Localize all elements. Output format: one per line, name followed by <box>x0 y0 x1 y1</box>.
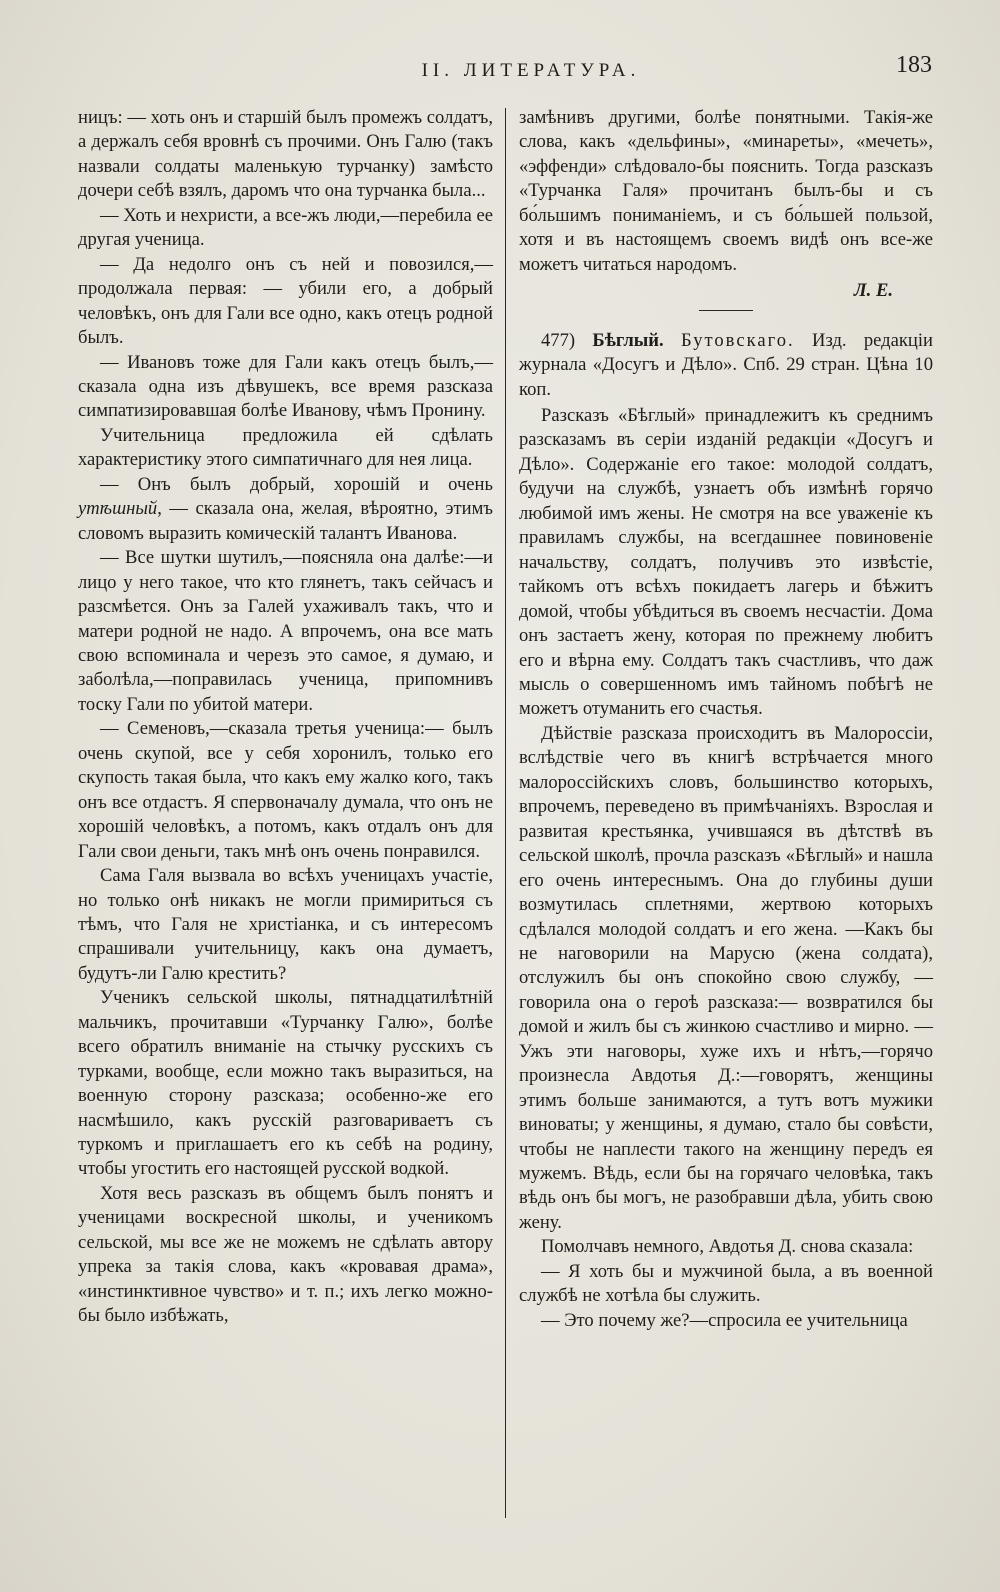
text-run: , — сказала она, желая, вѣроятно, этимъ словомъ выразить комическій талантъ Иванова. <box>78 498 493 544</box>
paragraph: замѣнивъ другими, болѣе понятными. Такія-же слова, какъ «дельфины», «минареты», «мечеть», «эффенди» слѣдовало-бы пояснить. Тогда разсказъ «Турчанка Галя» прочитанъ былъ-бы и съ бо́льшимъ пониманіемъ, и съ бо́льшей пользой, хотя и въ настоящемъ своемъ видѣ онъ все-же можетъ читаться народомъ. <box>519 107 933 275</box>
page-header <box>60 52 932 92</box>
paragraph: — Да недолго онъ съ ней и повозился,— продолжала первая: — убили его, а добрый человѣкъ, онъ для Гали все одно, какъ отецъ родной былъ. <box>78 253 493 349</box>
entry-number: 477) <box>541 329 576 351</box>
paragraph <box>78 473 493 546</box>
paragraph: Разсказъ «Бѣглый» принадлежитъ къ среднимъ разсказамъ въ серіи изданій редакціи «Досугъ и Дѣло». Содержаніе его такое: молодой солдатъ, будучи на службѣ, узнаетъ объ измѣнѣ горячо любимой имъ жены. Не смотря на все уваженіе къ правиламъ службы, на всегдашнее повиновеніе начальству, солдатъ, получивъ это извѣстіе, тайкомъ отъ всѣхъ покидаетъ лагерь и бѣжитъ домой, чтобы убѣдиться въ своемъ несчастіи. Дома онъ застаетъ жену, которая по прежнему любитъ его и вѣрна ему. Солдатъ такъ счастливъ, что даж мысль о совершенномъ имъ тайномъ побѣгѣ не можетъ отуманить его счастья. <box>519 404 933 720</box>
running-title: II. ЛИТЕРАТУРА. <box>421 60 641 81</box>
left-column <box>78 106 493 1329</box>
paragraph: — Семеновъ,—сказала третья ученица:— былъ очень скупой, все у себя хоронилъ, только его скупость такая была, что какъ ему жалко кого, такъ онъ все отдастъ. Я спервоначалу думала, что онъ не хорошій человѣкъ, а потомъ, какъ отдалъ онъ для Гали свои деньги, такъ мнѣ онъ очень понравился. <box>78 718 493 862</box>
paragraph: Ученикъ сельской школы, пятнадцатилѣтній мальчикъ, прочитавши «Турчанку Галю», болѣе всего обратилъ вниманіе на стычку русскихъ съ турками, вообще, если можно такъ выразиться, на военную сторону разсказа; особенно-же его насмѣшило, какъ русскій разговариваетъ съ туркомъ и приглашаетъ его къ себѣ на родину, чтобы угостить его настоящей русской водкой. <box>78 987 493 1180</box>
text-run: — Онъ былъ добрый, хорошій и очень <box>100 473 493 495</box>
section-rule <box>699 310 753 311</box>
paragraph: Учительница предложила ей сдѣлать характеристику этого симпатичнаго для нея лица. <box>78 424 493 471</box>
entry-author: Бутовскаго. <box>680 329 795 351</box>
paragraph: — Все шутки шутилъ,—поясняла она далѣе:—и лицо у него такое, что кто глянетъ, такъ сейчасъ и разсмѣется. Онъ за Галей ухаживалъ такъ, что и матери родной не надо. А впрочемъ, она все мать свою вспоминала и черезъ это самое, я думаю, и заболѣла,—поправилась ученица, припомнивъ тоску Гали по убитой матери. <box>78 547 493 715</box>
paragraph: Хотя весь разсказъ въ общемъ былъ понятъ и ученицами воскресной школы, и ученикомъ сельской, мы все же не можемъ не сдѣлать автору упрека за такія слова, какъ «кровавая драма», «инстинктивное чувство» и т. п.; ихъ легко можно-бы было избѣжать, <box>78 1182 493 1327</box>
paragraph: — Хоть и нехристи, а все-жъ люди,—перебила ее другая ученица. <box>78 204 493 251</box>
page-number: 183 <box>896 52 932 78</box>
paragraph: — Это почему же?—спросила ее учительница <box>541 1309 908 1331</box>
paragraph: Сама Галя вызвала во всѣхъ ученицахъ участіе, но только онѣ никакъ не могли примириться съ тѣмъ, что Галя не христіанка, и съ интересомъ спрашивали учительницу, какъ она думаетъ, будутъ-ли Галю крестить? <box>78 865 493 984</box>
review-signature: Л. Е. <box>853 280 893 302</box>
bibliographic-entry <box>519 329 933 402</box>
paragraph: — Я хоть бы и мужчиной была, а въ военной службѣ не хотѣла бы служить. <box>519 1260 933 1307</box>
paragraph: Дѣйствіе разсказа происходитъ въ Малороссіи, вслѣдствіе чего въ книгѣ встрѣчается много малороссійскихъ словъ, большинство которыхъ, впрочемъ, переведено въ примѣчаніяхъ. Взрослая и развитая крестьянка, учившаяся въ дѣтствѣ въ сельской школѣ, прочла разсказъ «Бѣглый» и нашла его очень интереснымъ. Она до глубины души возмутилась сплетнями, жертвою которыхъ сдѣлался молодой солдатъ и его жена. —Какъ бы не наговорили на Марусю (жена солдата), отслужилъ бы онъ спокойно свою службу, — говорила она о героѣ разсказа:— возвратился бы домой и жилъ бы съ жинкою счастливо и мирно. — Ужъ эти наговоры, хуже ихъ и нѣтъ,—горячо произнесла Авдотья Д.:—говорятъ, женщины этимъ больше занимаются, а тутъ вотъ мужики виноваты; у женщины, я думаю, стало бы совѣсти, чтобы не наплести такого на женщину передъ ея мужемъ. Вѣдь, если бы на горячаго человѣка, такъ вѣдь онъ бы могъ, не разобравши дѣла, убить свою жену. <box>519 722 933 1233</box>
paragraph: Помолчавъ немного, Авдотья Д. снова сказала: <box>541 1236 914 1258</box>
column-divider <box>505 108 506 1518</box>
italic-word: утѣшный <box>78 498 158 520</box>
entry-biblio: Изд. редакціи журнала «Досугъ и Дѣло». Спб. 29 стран. Цѣна 10 коп. <box>519 329 933 400</box>
paragraph: ницъ: — хоть онъ и старшій былъ промежъ солдатъ, а держалъ себя вровнѣ съ прочими. Онъ Галю (такъ назвали солдаты маленькую турчанку) замѣсто дочери себѣ взялъ, даромъ что она турчанка была... <box>78 107 493 202</box>
right-column <box>519 106 933 1333</box>
entry-title: Бѣглый. <box>592 329 664 351</box>
paragraph: — Ивановъ тоже для Гали какъ отецъ былъ,—сказала одна изъ дѣвушекъ, все время разсказа симпатизировавшая болѣе Иванову, чѣмъ Пронину. <box>78 351 493 422</box>
